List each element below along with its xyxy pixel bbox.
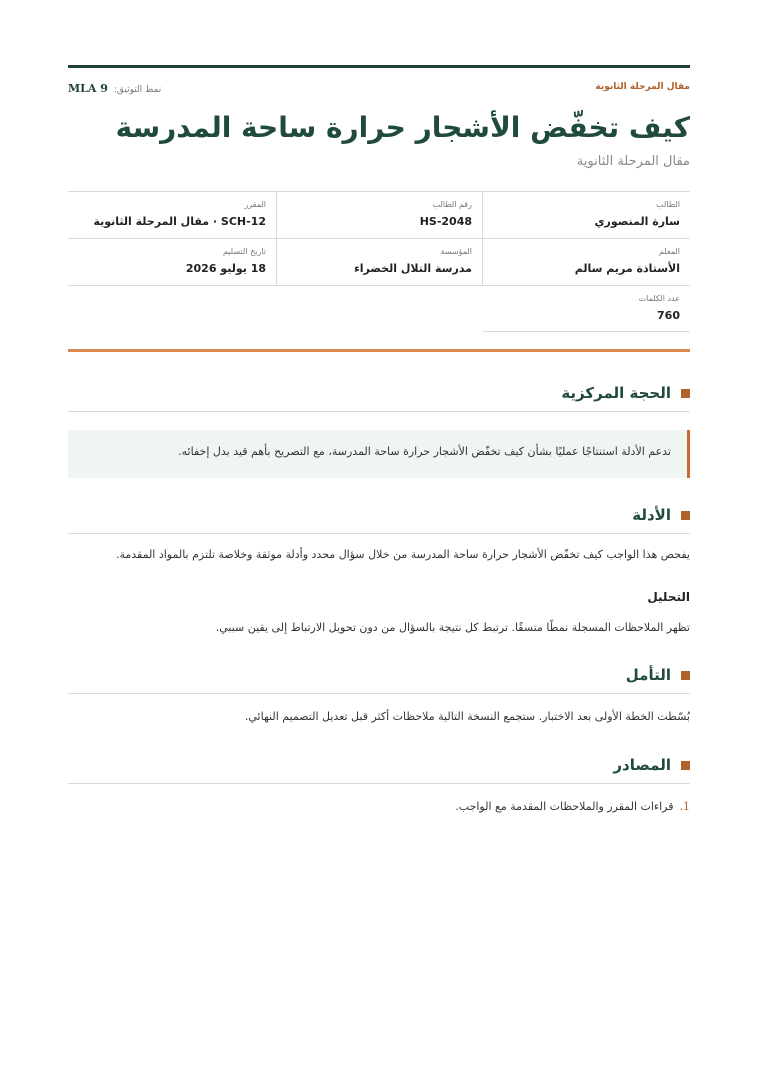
student-id-cell	[276, 192, 483, 238]
date-label: تاريخ التسليم	[222, 247, 266, 256]
sources-heading-text: المصادر	[613, 756, 671, 774]
top-rule	[68, 65, 690, 68]
student-id-value: HS-2048	[419, 215, 472, 228]
date-cell	[69, 239, 276, 285]
analysis-heading: التحليل	[647, 590, 690, 604]
citation-style	[68, 82, 161, 95]
square-bullet-icon	[681, 389, 690, 398]
institution-value: مدرسة التلال الخضراء	[354, 262, 472, 275]
info-row	[68, 191, 690, 238]
list-item	[68, 800, 690, 813]
square-bullet-icon	[681, 671, 690, 680]
header-meta	[68, 82, 690, 96]
reflection-heading	[68, 666, 690, 694]
reflection-heading-text: التأمل	[625, 666, 671, 684]
student-label: الطالب	[656, 200, 680, 209]
citation-style-label: نمط التوثيق:	[113, 85, 162, 95]
info-row	[68, 285, 690, 332]
sources-heading	[68, 756, 690, 784]
institution-label: المؤسسة	[440, 247, 472, 256]
date-value: 18 يوليو 2026	[185, 262, 266, 275]
square-bullet-icon	[681, 761, 690, 770]
sources-list	[68, 800, 690, 813]
word-count-label: عدد الكلمات	[638, 294, 680, 303]
analysis-paragraph: تظهر الملاحظات المسجلة نمطًا متسقًا. ترتبط كل نتيجة بالسؤال من دون تحويل الارتباط إلى يقين سببي.	[215, 621, 690, 634]
word-count-cell	[483, 286, 690, 332]
evidence-heading-text: الأدلة	[632, 506, 671, 524]
info-row	[68, 238, 690, 285]
source-text: قراءات المقرر والملاحظات المقدمة مع الواجب.	[455, 800, 674, 813]
course-cell	[69, 192, 276, 238]
student-id-label: رقم الطالب	[432, 200, 472, 209]
source-number: 1.	[679, 800, 690, 813]
student-value: سارة المنصوري	[594, 215, 680, 228]
evidence-paragraph: يفحص هذا الواجب كيف تخفّض الأشجار حرارة ساحة المدرسة من خلال سؤال محدد وأدلة موثقة وخلاصة تلتزم بالمواد المقدمة.	[115, 548, 690, 561]
reflection-paragraph: بُسّطت الخطة الأولى بعد الاختبار. ستجمع النسخة التالية ملاحظات أكثر قبل تعديل التصميم النهائي.	[244, 710, 690, 723]
info-grid	[68, 191, 690, 332]
teacher-cell	[483, 239, 690, 285]
course-value: SCH-12 · مقال المرحلة الثانوية	[93, 215, 266, 228]
doc-kicker: مقال المرحلة الثانوية	[595, 82, 690, 92]
institution-cell	[276, 239, 483, 285]
section-divider	[68, 349, 690, 352]
teacher-value: الأستاذة مريم سالم	[574, 262, 680, 275]
evidence-heading	[68, 506, 690, 534]
course-label: المقرر	[244, 200, 266, 209]
empty-cell	[69, 286, 276, 332]
word-count-value: 760	[657, 309, 680, 322]
page-title: كيف تخفّض الأشجار حرارة ساحة المدرسة	[115, 111, 690, 144]
teacher-label: المعلم	[658, 247, 680, 256]
citation-style-value: MLA 9	[68, 82, 108, 95]
thesis-heading-text: الحجة المركزية	[561, 384, 671, 402]
student-cell	[483, 192, 690, 238]
square-bullet-icon	[681, 511, 690, 520]
thesis-heading	[68, 384, 690, 412]
empty-cell	[276, 286, 483, 332]
page-subtitle: مقال المرحلة الثانوية	[576, 154, 690, 169]
thesis-callout: تدعم الأدلة استنتاجًا عمليًا بشأن كيف تخفّض الأشجار حرارة ساحة المدرسة، مع التصريح بأهم قيد بدل إخفائه.	[68, 430, 690, 478]
